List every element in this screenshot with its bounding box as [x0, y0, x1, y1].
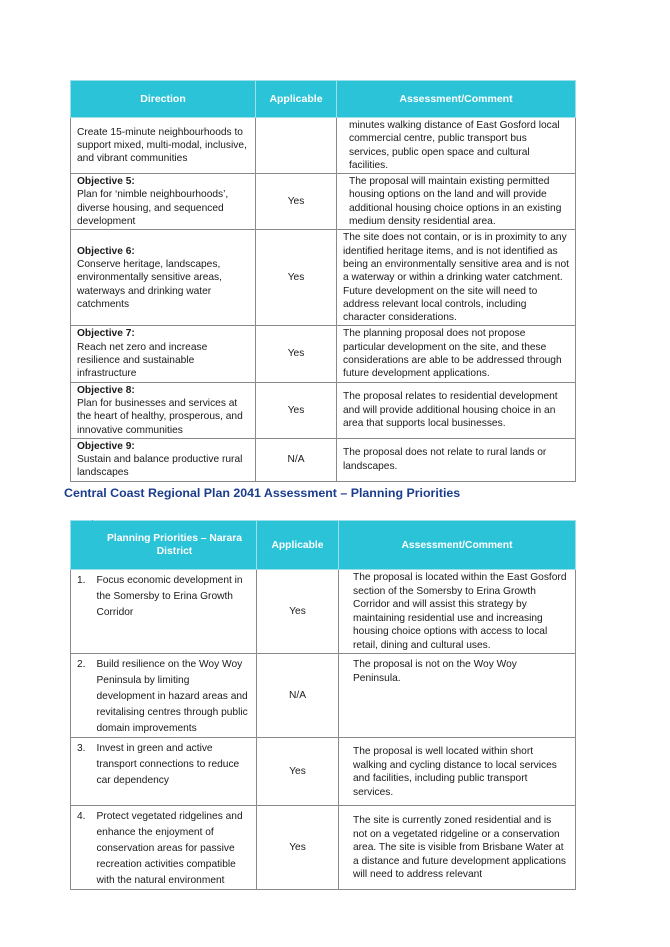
- direction-cell: [71, 438, 256, 481]
- direction-text: Plan for businesses and services at the heart of healthy, prosperous, and innovative communities: [77, 397, 243, 436]
- direction-text: Sustain and balance productive rural landscapes: [77, 454, 243, 479]
- priority-header: Planning Priorities – Narara District: [93, 521, 257, 570]
- direction-header: Direction: [71, 81, 256, 118]
- table-row: [71, 382, 576, 438]
- table-header-row: [71, 521, 576, 570]
- comment-cell: The site is currently zoned residential and is not on a vegetated ridgeline or a conservation area. The site is visible from Brisbane Water at a distance and future development applications will need to address relevant: [339, 806, 576, 890]
- priority-number: 4.: [71, 806, 93, 890]
- applicable-cell: Yes: [257, 738, 339, 806]
- table-row: [71, 438, 576, 481]
- comment-cell: The proposal is located within the East Gosford section of the Somersby to Erina Growth Corridor and will assist this strategy by maintaining residential use and increasing housing choice options with access to local retail, dining and cultural uses.: [339, 570, 576, 654]
- section-heading: Central Coast Regional Plan 2041 Assessment – Planning Priorities: [64, 486, 461, 500]
- comment-header: Assessment/Comment: [337, 81, 576, 118]
- applicable-cell: Yes: [256, 382, 337, 438]
- priority-cell: Build resilience on the Woy Woy Peninsula by limiting development in hazard areas and revitalising centres through public domain improvements: [93, 654, 257, 738]
- comment-cell: The site does not contain, or is in proximity to any identified heritage items, and is not identified as being an environmentally sensitive area and is not a waterway or within a drinking water catchment. Future development on the site will need to address relevant local controls, including character considerations.: [337, 230, 576, 326]
- comment-cell: The proposal is not on the Woy Woy Peninsula.: [339, 654, 576, 738]
- applicable-cell: [256, 118, 337, 174]
- objective-title: Objective 9:: [77, 440, 135, 452]
- priority-number: 1.: [71, 570, 93, 654]
- applicable-cell: Yes: [256, 230, 337, 326]
- comment-cell: The planning proposal does not propose particular development on the site, and these considerations are able to be addressed through future development applications.: [337, 326, 576, 382]
- direction-cell: [71, 382, 256, 438]
- comment-cell: The proposal relates to residential development and will provide additional housing choice in an area that supports local businesses.: [337, 382, 576, 438]
- number-header: [71, 521, 93, 570]
- comment-cell: minutes walking distance of East Gosford local commercial centre, public transport bus services, public open space and cultural facilities.: [337, 118, 576, 174]
- direction-cell: [71, 326, 256, 382]
- objective-title: Objective 6:: [77, 245, 135, 257]
- objective-title: Objective 7:: [77, 328, 135, 340]
- direction-text: Reach net zero and increase resilience and sustainable infrastructure: [77, 341, 208, 380]
- comment-cell: The proposal will maintain existing permitted housing options on the land and will provide additional housing choice options in an existing medium density residential area.: [337, 174, 576, 230]
- table-row: [71, 806, 576, 890]
- directions-table: [70, 80, 576, 482]
- table-row: [71, 654, 576, 738]
- applicable-cell: Yes: [256, 174, 337, 230]
- priority-cell: Invest in green and active transport connections to reduce car dependency: [93, 738, 257, 806]
- direction-text: Plan for ‘nimble neighbourhoods’, diverse housing, and sequenced development: [77, 189, 229, 228]
- comment-cell: The proposal does not relate to rural lands or landscapes.: [337, 438, 576, 481]
- applicable-header: Applicable: [256, 81, 337, 118]
- applicable-cell: N/A: [257, 654, 339, 738]
- comment-header: Assessment/Comment: [339, 521, 576, 570]
- applicable-cell: Yes: [256, 326, 337, 382]
- priority-number: 2.: [71, 654, 93, 738]
- table-header-row: [71, 81, 576, 118]
- table-row: [71, 230, 576, 326]
- direction-cell: [71, 174, 256, 230]
- planning-priorities-table: [70, 520, 576, 890]
- priority-cell: Protect vegetated ridgelines and enhance the enjoyment of conservation areas for passive recreation activities compatible with the natural environment: [93, 806, 257, 890]
- direction-text: Conserve heritage, landscapes, environmentally sensitive areas, waterways and drinking water catchments: [77, 258, 222, 310]
- table-row: [71, 118, 576, 174]
- applicable-cell: N/A: [256, 438, 337, 481]
- applicable-cell: Yes: [257, 806, 339, 890]
- table-row: [71, 326, 576, 382]
- applicable-header: Applicable: [257, 521, 339, 570]
- table-row: [71, 738, 576, 806]
- direction-cell: [71, 118, 256, 174]
- priority-cell: Focus economic development in the Somersby to Erina Growth Corridor: [93, 570, 257, 654]
- table-row: [71, 174, 576, 230]
- applicable-cell: Yes: [257, 570, 339, 654]
- direction-text: Create 15-minute neighbourhoods to support mixed, multi-modal, inclusive, and vibrant communities: [77, 126, 247, 165]
- priority-number: 3.: [71, 738, 93, 806]
- direction-cell: [71, 230, 256, 326]
- objective-title: Objective 5:: [77, 176, 135, 188]
- table-row: [71, 570, 576, 654]
- comment-cell: The proposal is well located within short walking and cycling distance to local services and facilities, including public transport services.: [339, 738, 576, 806]
- objective-title: Objective 8:: [77, 384, 135, 396]
